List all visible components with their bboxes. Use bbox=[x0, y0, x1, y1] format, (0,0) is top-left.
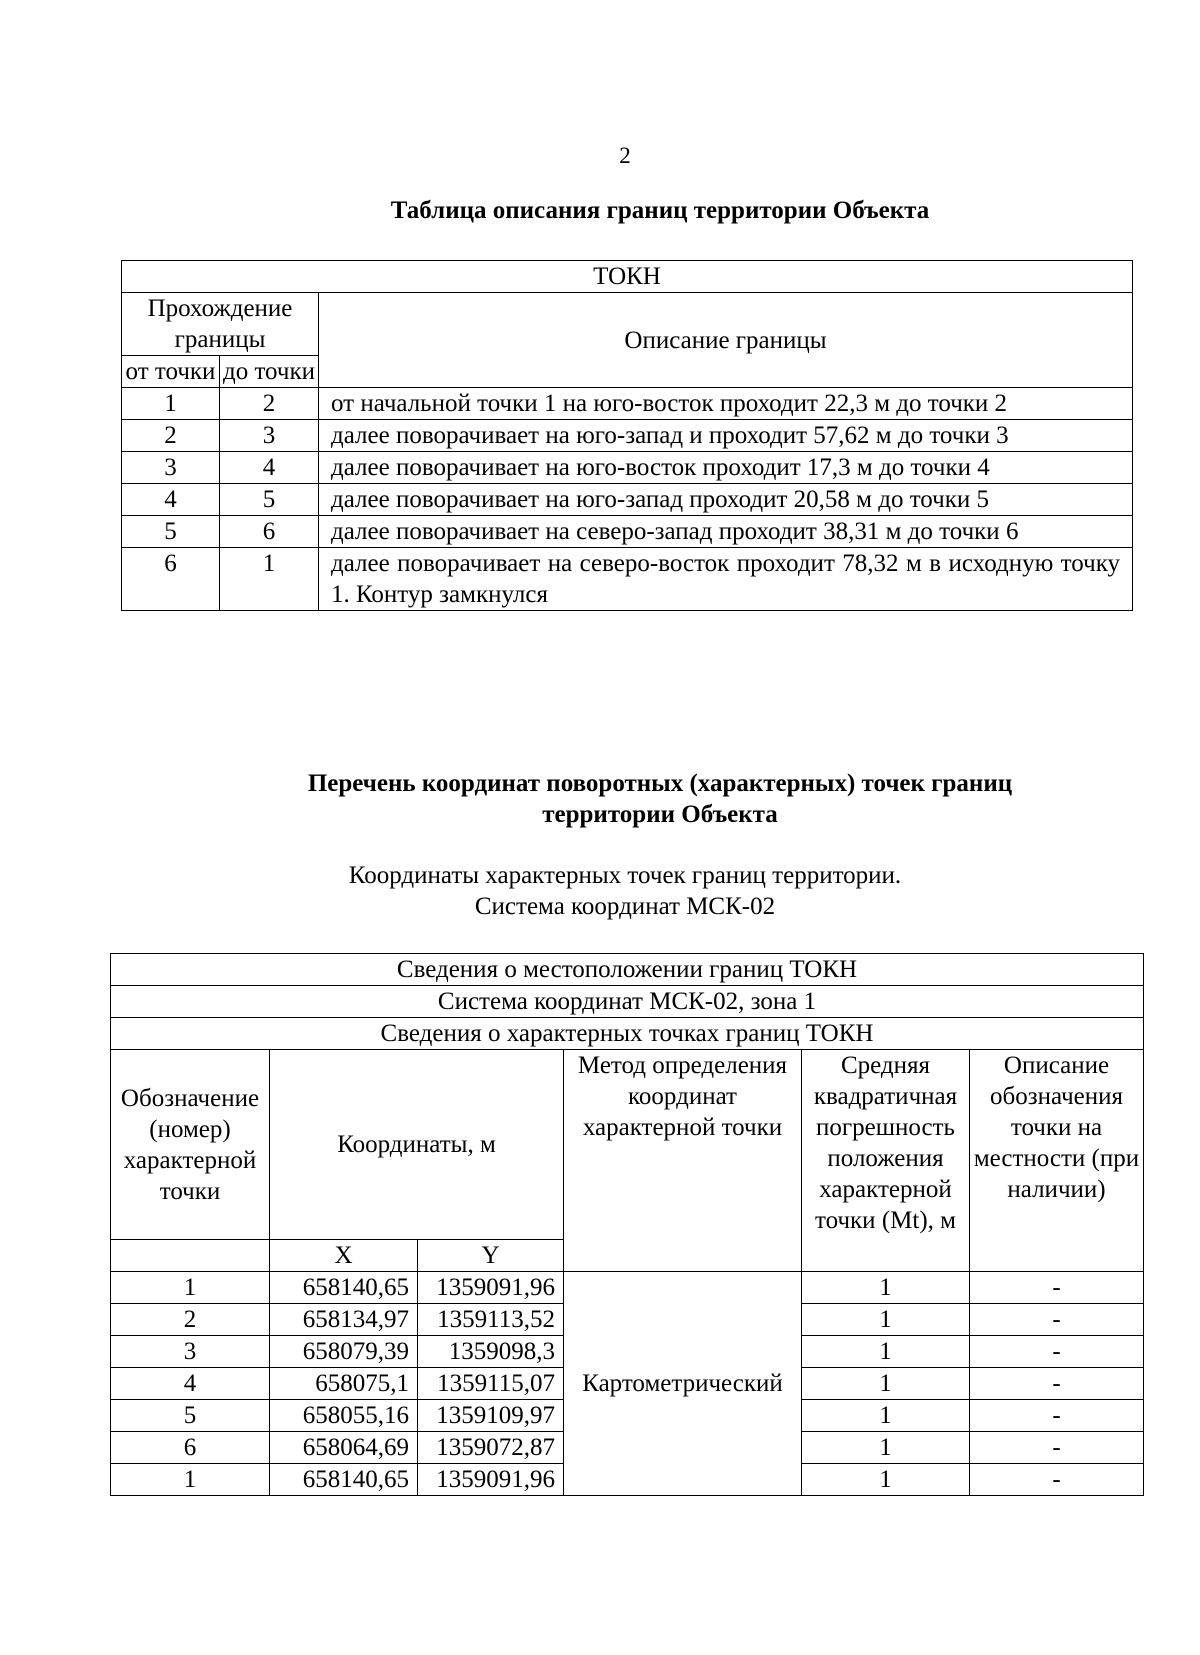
point-number: 4 bbox=[111, 1368, 270, 1400]
table-row bbox=[122, 548, 1133, 611]
passage-header: Прохождение границы bbox=[122, 293, 319, 356]
coordinates-section-title bbox=[0, 768, 1200, 830]
designation-header: Обозначение (номер) характерной точки bbox=[111, 1050, 270, 1240]
y-coordinate: 1359109,97 bbox=[418, 1400, 564, 1432]
point-number: 5 bbox=[111, 1400, 270, 1432]
x-coordinate: 658075,1 bbox=[270, 1368, 418, 1400]
table-row bbox=[122, 484, 1133, 516]
point-description-header: Описание обозначения точки на местности (при наличии) bbox=[970, 1050, 1144, 1272]
point-description: - bbox=[970, 1304, 1144, 1336]
table-row bbox=[111, 1272, 1144, 1304]
point-description: - bbox=[970, 1368, 1144, 1400]
to-point-header: до точки bbox=[220, 356, 319, 388]
method-header: Метод определения координат характерной точки bbox=[564, 1050, 802, 1272]
from-point-header: от точки bbox=[122, 356, 220, 388]
to-point: 2 bbox=[220, 388, 319, 420]
title-line: территории Объекта bbox=[542, 801, 778, 828]
to-point: 1 bbox=[220, 548, 319, 611]
x-coordinate: 658055,16 bbox=[270, 1400, 418, 1432]
point-description: - bbox=[970, 1272, 1144, 1304]
x-coordinate: 658079,39 bbox=[270, 1336, 418, 1368]
y-header: Y bbox=[418, 1240, 564, 1272]
mt-value: 1 bbox=[802, 1272, 970, 1304]
page-number: 2 bbox=[619, 143, 631, 168]
title-line: Перечень координат поворотных (характерных) точек границ bbox=[307, 770, 1013, 797]
x-coordinate: 658134,97 bbox=[270, 1304, 418, 1336]
method-value: Картометрический bbox=[564, 1272, 802, 1496]
y-coordinate: 1359098,3 bbox=[418, 1336, 564, 1368]
boundary-description: от начальной точки 1 на юго-восток проходит 22,3 м до точки 2 bbox=[319, 388, 1133, 420]
point-description: - bbox=[970, 1400, 1144, 1432]
y-coordinate: 1359072,87 bbox=[418, 1432, 564, 1464]
y-coordinate: 1359091,96 bbox=[418, 1464, 564, 1496]
boundary-description: далее поворачивает на юго-запад и проходит 57,62 м до точки 3 bbox=[319, 420, 1133, 452]
table-row bbox=[122, 452, 1133, 484]
mt-value: 1 bbox=[802, 1400, 970, 1432]
from-point: 3 bbox=[122, 452, 220, 484]
from-point: 4 bbox=[122, 484, 220, 516]
mt-value: 1 bbox=[802, 1464, 970, 1496]
from-point: 6 bbox=[122, 548, 220, 611]
subtitle-line: Система координат МСК-02 bbox=[474, 893, 776, 920]
table-caption: Система координат МСК-02, зона 1 bbox=[111, 986, 1144, 1018]
boundary-description: далее поворачивает на юго-восток проходит 17,3 м до точки 4 bbox=[319, 452, 1133, 484]
from-point: 5 bbox=[122, 516, 220, 548]
boundary-description: далее поворачивает на северо-запад проходит 38,31 м до точки 6 bbox=[319, 516, 1133, 548]
point-description: - bbox=[970, 1464, 1144, 1496]
point-number: 2 bbox=[111, 1304, 270, 1336]
subtitle-line: Координаты характерных точек границ территории. bbox=[348, 862, 902, 889]
x-coordinate: 658064,69 bbox=[270, 1432, 418, 1464]
mt-value: 1 bbox=[802, 1432, 970, 1464]
point-number: 3 bbox=[111, 1336, 270, 1368]
mt-value: 1 bbox=[802, 1368, 970, 1400]
boundary-description-table bbox=[121, 260, 1133, 611]
coordinates-subtitle bbox=[0, 860, 1200, 922]
point-number: 6 bbox=[111, 1432, 270, 1464]
x-coordinate: 658140,65 bbox=[270, 1272, 418, 1304]
boundary-table-title: Таблица описания границ территории Объекта bbox=[390, 197, 930, 224]
to-point: 4 bbox=[220, 452, 319, 484]
y-coordinate: 1359091,96 bbox=[418, 1272, 564, 1304]
x-coordinate: 658140,65 bbox=[270, 1464, 418, 1496]
point-number: 1 bbox=[111, 1464, 270, 1496]
point-description: - bbox=[970, 1432, 1144, 1464]
point-description: - bbox=[970, 1336, 1144, 1368]
boundary-description: далее поворачивает на северо-восток проходит 78,32 м в исходную точку 1. Контур замкнулся bbox=[319, 548, 1133, 611]
table-caption: Сведения о местоположении границ ТОКН bbox=[111, 954, 1144, 986]
to-point: 6 bbox=[220, 516, 319, 548]
x-header: X bbox=[270, 1240, 418, 1272]
to-point: 5 bbox=[220, 484, 319, 516]
description-header: Описание границы bbox=[319, 293, 1133, 388]
coordinates-table bbox=[110, 953, 1144, 1496]
from-point: 2 bbox=[122, 420, 220, 452]
y-coordinate: 1359115,07 bbox=[418, 1368, 564, 1400]
y-coordinate: 1359113,52 bbox=[418, 1304, 564, 1336]
table-row bbox=[122, 388, 1133, 420]
coordinates-header: Координаты, м bbox=[270, 1050, 564, 1240]
from-point: 1 bbox=[122, 388, 220, 420]
table-caption: Сведения о характерных точках границ ТОКН bbox=[111, 1018, 1144, 1050]
boundary-description: далее поворачивает на юго-запад проходит 20,58 м до точки 5 bbox=[319, 484, 1133, 516]
table-row bbox=[122, 516, 1133, 548]
point-number: 1 bbox=[111, 1272, 270, 1304]
table-caption: ТОКН bbox=[122, 261, 1133, 293]
empty-cell bbox=[111, 1240, 270, 1272]
mt-value: 1 bbox=[802, 1304, 970, 1336]
error-header: Средняя квадратичная погрешность положения характерной точки (Mt), м bbox=[802, 1050, 970, 1272]
to-point: 3 bbox=[220, 420, 319, 452]
mt-value: 1 bbox=[802, 1336, 970, 1368]
table-row bbox=[122, 420, 1133, 452]
